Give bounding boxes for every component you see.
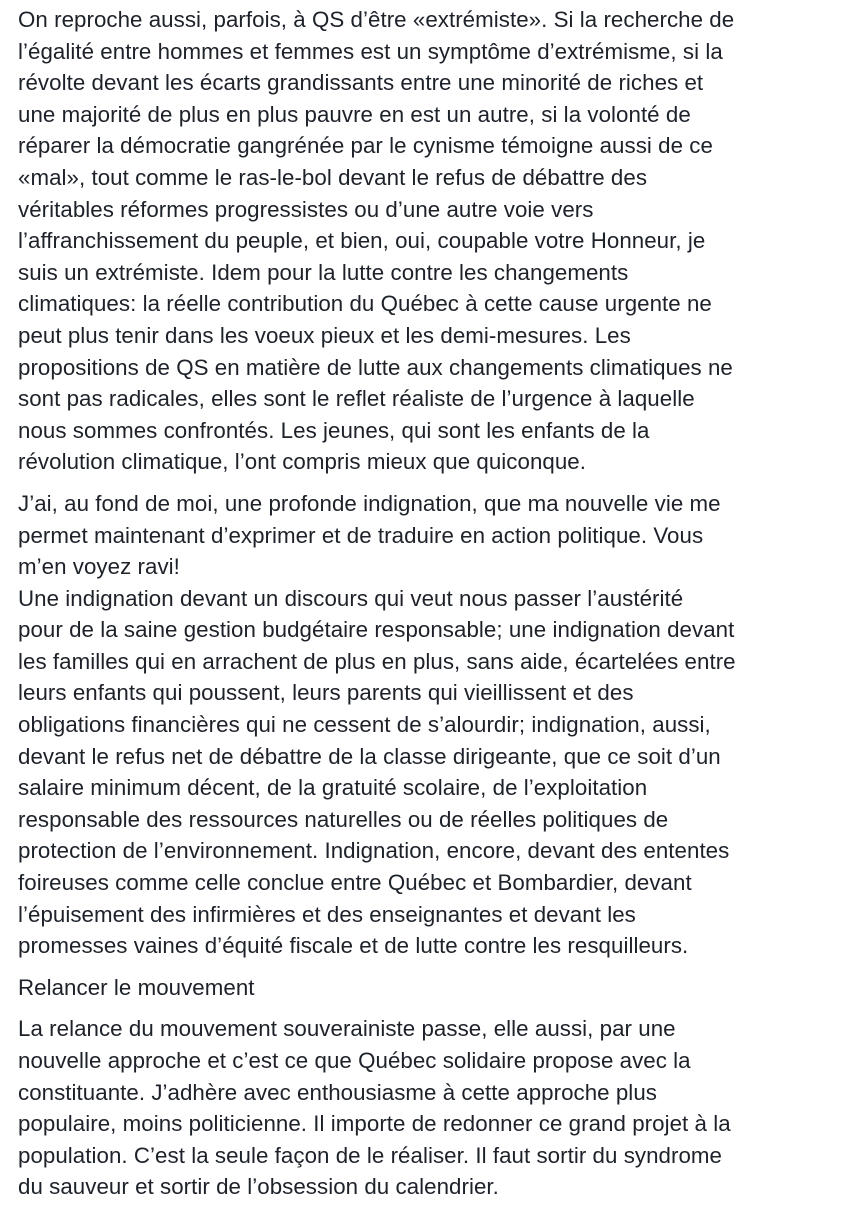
text-line: les familles qui en arrachent de plus en plus, sans aide, écartelées entre [18, 648, 736, 674]
text-line: nouvelle approche et c’est ce que Québec solidaire propose avec la [18, 1048, 691, 1073]
text-line: foireuses comme celle conclue entre Québec et Bombardier, devant [18, 870, 692, 896]
text-line: permet maintenant d’exprimer et de traduire en action politique. Vous [18, 522, 704, 548]
text-line: responsable des ressources naturelles ou de réelles politiques de [18, 806, 669, 832]
text-line: l’affranchissement du peuple, et bien, oui, coupable votre Honneur, je [18, 228, 706, 254]
text-line: On reproche aussi, parfois, à QS d’être «extrémiste». Si la recherche de [18, 7, 735, 32]
text-line: du sauveur et sortir de l’obsession du calendrier. [18, 1174, 499, 1200]
text-line: J’ai, au fond de moi, une profonde indignation, que ma nouvelle vie me [18, 490, 721, 516]
text-line: l’égalité entre hommes et femmes est un symptôme d’extrémisme, si la [18, 38, 723, 64]
text-line: «mal», tout comme le ras-le-bol devant le refus de débattre des [18, 164, 648, 190]
text-line: obligations financières qui ne cessent de s’alourdir; indignation, aussi, [18, 712, 711, 738]
text-line: La relance du mouvement souverainiste passe, elle aussi, par une [18, 1016, 676, 1042]
post-body [18, 4, 840, 1203]
text-line: pour de la saine gestion budgétaire responsable; une indignation devant [18, 617, 735, 643]
text-line: révolution climatique, l’ont compris mieux que quiconque. [18, 449, 587, 475]
paragraph-extremism [18, 4, 840, 478]
text-line: climatiques: la réelle contribution du Québec à cette cause urgente ne [18, 291, 712, 317]
text-line: propositions de QS en matière de lutte aux changements climatiques ne [18, 354, 733, 380]
text-line: salaire minimum décent, de la gratuité scolaire, de l’exploitation [18, 775, 648, 801]
text-line: population. C’est la seule façon de le réaliser. Il faut sortir du syndrome [18, 1142, 722, 1168]
text-line: véritables réformes progressistes ou d’une autre voie vers [18, 196, 594, 222]
text-line: peut plus tenir dans les voeux pieux et les demi-mesures. Les [18, 322, 631, 348]
text-line: promesses vaines d’équité fiscale et de lutte contre les resquilleurs. [18, 933, 689, 959]
text-line: une majorité de plus en plus pauvre en est un autre, si la volonté de [18, 101, 691, 127]
paragraph-spacer [18, 478, 840, 488]
paragraph-spacer [18, 962, 840, 972]
text-line: réparer la démocratie gangrénée par le cynisme témoigne aussi de ce [18, 133, 713, 159]
paragraph-spacer [18, 1003, 840, 1013]
section-heading: Relancer le mouvement [18, 974, 255, 1000]
text-line: révolte devant les écarts grandissants entre une minorité de riches et [18, 70, 704, 96]
text-line: suis un extrémiste. Idem pour la lutte contre les changements [18, 259, 629, 285]
section-heading-relancer [18, 972, 840, 1004]
text-line: protection de l’environnement. Indignation, encore, devant des ententes [18, 838, 730, 864]
text-line: constituante. J’adhère avec enthousiasme à cette approche plus [18, 1079, 657, 1105]
text-line: Une indignation devant un discours qui veut nous passer l’austérité [18, 585, 684, 611]
text-line: populaire, moins politicienne. Il importe de redonner ce grand projet à la [18, 1111, 731, 1137]
text-line: leurs enfants qui poussent, leurs parents qui vieillissent et des [18, 680, 634, 706]
text-line: nous sommes confrontés. Les jeunes, qui sont les enfants de la [18, 417, 650, 443]
paragraph-relance [18, 1013, 840, 1203]
text-line: l’épuisement des infirmières et des enseignantes et devant les [18, 901, 636, 927]
text-line: devant le refus net de débattre de la classe dirigeante, que ce soit d’un [18, 743, 721, 769]
text-line: sont pas radicales, elles sont le reflet réaliste de l’urgence à laquelle [18, 386, 695, 412]
text-line: m’en voyez ravi! [18, 554, 180, 580]
paragraph-indignation [18, 488, 840, 962]
